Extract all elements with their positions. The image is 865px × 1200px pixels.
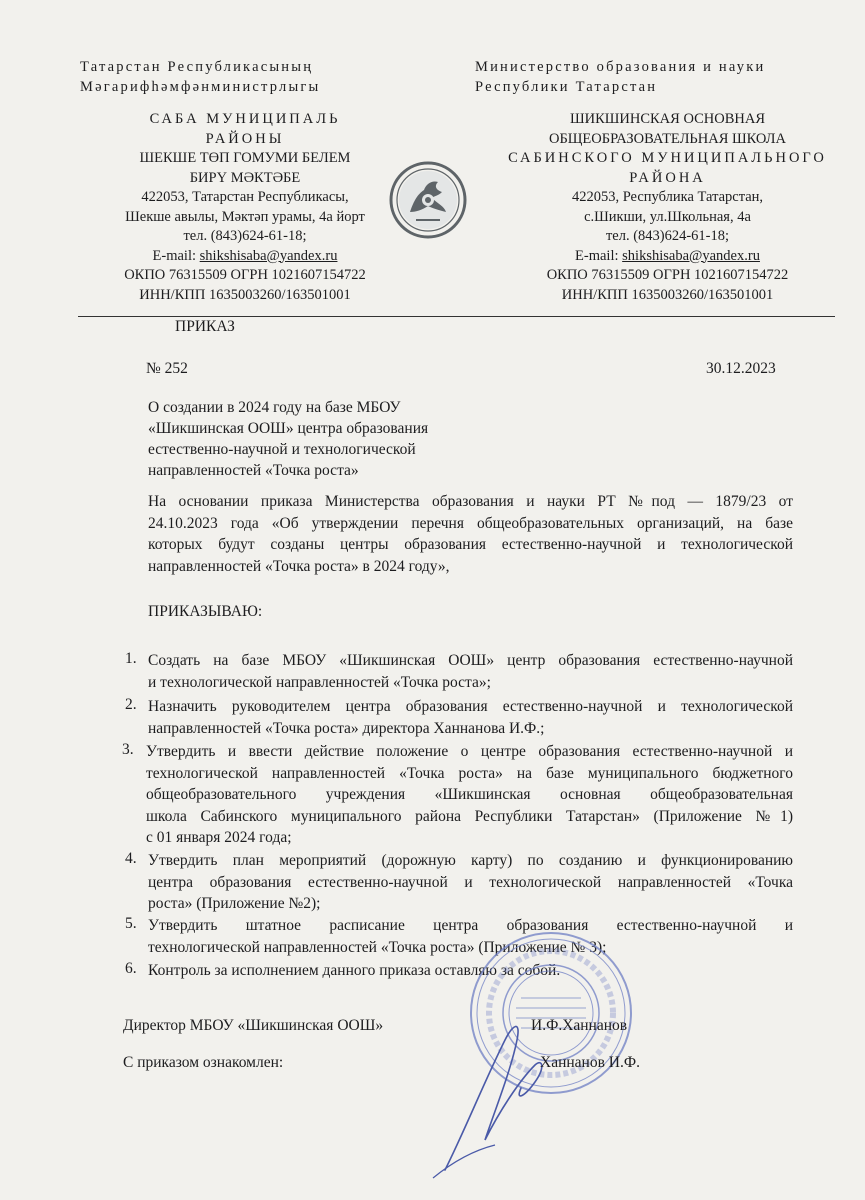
order-word: ПРИКАЗЫВАЮ:	[148, 603, 263, 620]
item-line: технологической направленностей «Точка роста» на базе муниципального бюджетного	[146, 764, 793, 782]
signature-role: Директор МБОУ «Шикшинская ООШ»	[123, 1017, 384, 1034]
item-line: технологической направленностей «Точка роста» (Приложение № 3);	[148, 938, 607, 956]
item-line: центра образования естественно-научной и технологической направленностей «Точка	[148, 873, 793, 891]
subject-line: «Шикшинская ООШ» центра образования	[148, 420, 429, 437]
item-number: 1.	[125, 650, 137, 667]
left-block-line: САБА МУНИЦИПАЛЬ	[149, 111, 341, 127]
right-block-line: 422053, Республика Татарстан,	[571, 189, 764, 205]
left-block-line: ОКПО 76315509 ОГРН 1021607154722	[124, 267, 366, 283]
header-divider	[78, 316, 835, 317]
item-line: с 01 января 2024 года;	[146, 829, 292, 846]
item-number: 3.	[122, 741, 134, 758]
item-line: и технологической направленностей «Точка роста»;	[148, 673, 491, 691]
left-block-line: 422053, Татарстан Республикасы,	[141, 189, 349, 205]
header-right-title	[475, 58, 835, 97]
right-block-line: ОБЩЕОБРАЗОВАТЕЛЬНАЯ ШКОЛА	[548, 130, 786, 147]
right-block-line: с.Шикши, ул.Школьная, 4а	[584, 208, 751, 225]
right-block-line: РАЙОНА	[629, 169, 706, 186]
basis-line: 24.10.2023 года «Об утверждении перечня общеобразовательных организаций, на базе	[148, 514, 793, 532]
right-block-line: ШИКШИНСКАЯ ОСНОВНАЯ	[570, 111, 765, 127]
left-block-line: ИНН/КПП 1635003260/163501001	[139, 286, 351, 303]
item-number: 5.	[125, 915, 137, 932]
left-block-line: ШЕКШЕ ТӨП ГОМУМИ БЕЛЕМ	[139, 150, 351, 166]
left-email-link[interactable]: shikshisaba@yandex.ru	[199, 247, 338, 264]
right-block-line: САБИНСКОГО МУНИЦИПАЛЬНОГО	[508, 150, 827, 166]
left-block-line: БИРҮ МӘКТӘБЕ	[189, 169, 301, 186]
item-line: Утвердить и ввести действие положение о центре образования естественно-научной и	[146, 743, 793, 760]
signature-name: И.Ф.Ханнанов	[531, 1017, 628, 1034]
acquainted-label: С приказом ознакомлен:	[123, 1054, 284, 1071]
basis-line: направленностей «Точка роста» в 2024 году»,	[148, 557, 450, 575]
subject-line: направленностей «Точка роста»	[148, 462, 359, 479]
acquainted-name: Ханнанов И.Ф.	[540, 1054, 640, 1071]
basis-line: которых будут созданы центры образования естественно-научной и технологической	[148, 536, 793, 553]
left-block-line: РАЙОНЫ	[205, 130, 285, 147]
right-block-line: ОКПО 76315509 ОГРН 1021607154722	[546, 267, 789, 283]
order-number: № 252	[146, 360, 188, 377]
item-line: Утвердить штатное расписание центра образования естественно-научной и	[148, 917, 793, 934]
order-item	[146, 741, 793, 849]
order-date: 30.12.2023	[706, 360, 776, 377]
item-line: роста» (Приложение №2);	[148, 895, 321, 912]
left-block-line: тел. (843)624-61-18;	[183, 228, 307, 244]
right-block-line: ИНН/КПП 1635003260/163501001	[561, 286, 774, 303]
item-line: школа Сабинского муниципального района Республики Татарстан» (Приложение №1)	[146, 807, 793, 825]
item-line: общеобразовательного учреждения «Шикшинская основная общеобразовательная	[146, 786, 793, 803]
subject-line: О создании в 2024 году на базе МБОУ	[148, 399, 401, 416]
order-subject	[148, 397, 428, 481]
subject-line: естественно-научной и технологической	[148, 441, 416, 458]
right-email-line: E-mail: shikshisaba@yandex.ru	[575, 247, 760, 264]
item-line: Создать на базе МБОУ «Шикшинская ООШ» центр образования естественно-научной	[148, 652, 793, 669]
right-email-link[interactable]: shikshisaba@yandex.ru	[622, 247, 760, 264]
basis-line: На основании приказа Министерства образования и науки РТ №под — 1879/23 от	[148, 493, 793, 510]
order-title: ПРИКАЗ	[175, 318, 235, 335]
left-block-line: Шекше авылы, Мәктәп урамы, 4а йорт	[125, 208, 365, 225]
left-title-line1: Татарстан Республикасының	[80, 59, 314, 75]
left-title-line2: Мәгарифһәмфәнминистрлыгы	[80, 78, 321, 95]
tatarstan-emblem-icon	[388, 160, 468, 240]
left-email-line: E-mail: shikshisaba@yandex.ru	[152, 247, 338, 264]
right-address-block	[500, 110, 835, 305]
item-line: направленностей «Точка роста» директора Ханнанова И.Ф.;	[148, 719, 545, 737]
order-item	[148, 650, 793, 693]
item-number: 6.	[125, 960, 137, 977]
item-line: Утвердить план мероприятий (дорожную карту) по созданию и функционированию	[148, 852, 793, 869]
item-number: 2.	[125, 696, 137, 713]
order-item	[148, 850, 793, 915]
item-line: Назначить руководителем центра образования естественно-научной и технологической	[148, 698, 793, 715]
right-block-line: тел. (843)624-61-18;	[605, 228, 730, 244]
header-left-title	[80, 58, 440, 97]
order-item	[148, 696, 793, 739]
item-line: Контроль за исполнением данного приказа оставляю за собой.	[148, 962, 561, 979]
left-address-block	[80, 110, 410, 305]
item-number: 4.	[125, 850, 137, 867]
signature-scribble-icon	[425, 1010, 575, 1180]
right-title-line2: Республики Татарстан	[475, 78, 658, 95]
basis-paragraph	[148, 491, 793, 577]
right-title-line1: Министерство образования и науки	[475, 59, 766, 75]
